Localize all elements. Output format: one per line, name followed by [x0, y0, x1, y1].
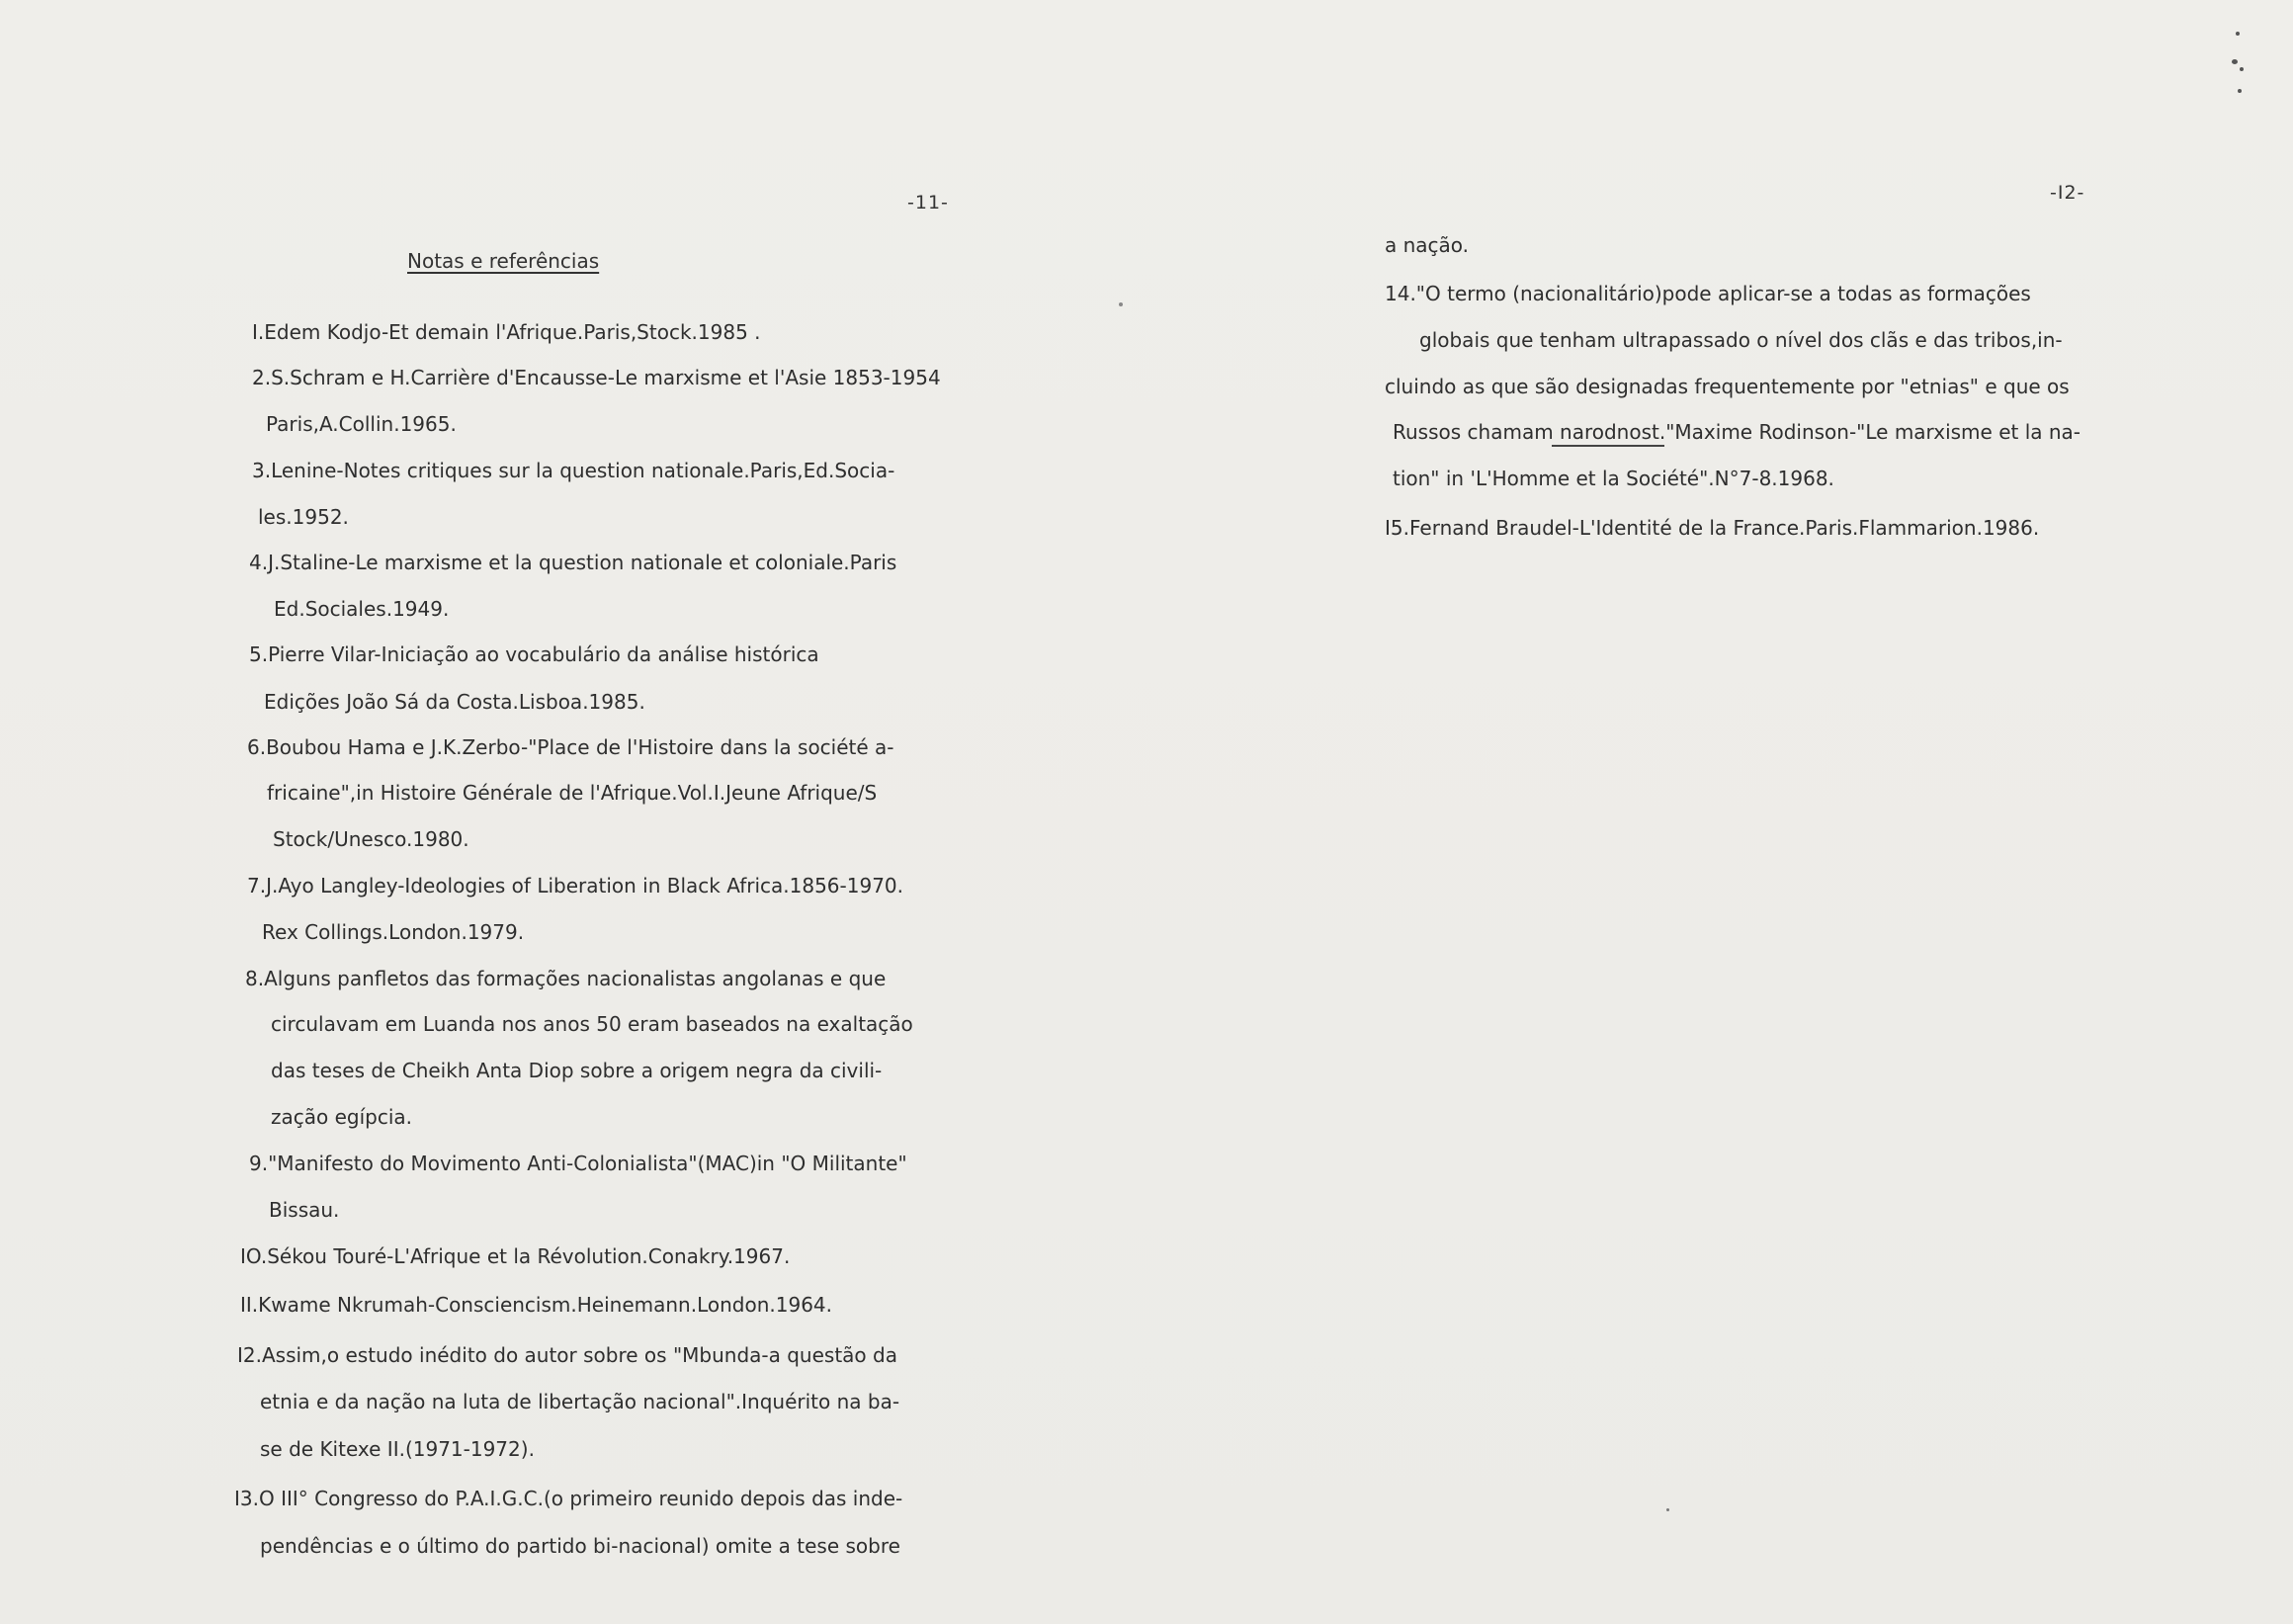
left-page-number: -11-	[907, 192, 949, 214]
note-line: circulavam em Luanda nos anos 50 eram baseados na exaltação	[271, 1012, 913, 1036]
note-line: tion" in 'L'Homme et la Société".N°7-8.1968.	[1393, 467, 1834, 490]
note-line: Rex Collings.London.1979.	[262, 920, 525, 944]
scan-speck	[1119, 302, 1123, 306]
note-line: Bissau.	[269, 1198, 340, 1222]
note-line: Stock/Unesco.1980.	[273, 827, 469, 851]
note-line: das teses de Cheikh Anta Diop sobre a origem negra da civili-	[271, 1059, 883, 1082]
note-line: pendências e o último do partido bi-nacional) omite a tese sobre	[260, 1534, 900, 1558]
note-line: Russos chamam narodnost."Maxime Rodinson-"Le marxisme et la na-	[1393, 420, 2081, 444]
note-line: 5.Pierre Vilar-Iniciação ao vocabulário da análise histórica	[249, 642, 819, 666]
note-line: se de Kitexe II.(1971-1972).	[260, 1437, 535, 1461]
scan-speck	[2238, 89, 2242, 93]
note-line: les.1952.	[258, 505, 349, 529]
note-line: 6.Boubou Hama e J.K.Zerbo-"Place de l'Histoire dans la société a-	[247, 735, 894, 759]
note-line: IO.Sékou Touré-L'Afrique et la Révolution.Conakry.1967.	[240, 1244, 791, 1268]
note-line: zação egípcia.	[271, 1105, 413, 1129]
note-line: 7.J.Ayo Langley-Ideologies of Liberation in Black Africa.1856-1970.	[247, 874, 903, 897]
note-line: Edições João Sá da Costa.Lisboa.1985.	[264, 690, 645, 714]
scan-speck	[1666, 1508, 1669, 1511]
right-page-number: -I2-	[2050, 182, 2085, 204]
note-line: globais que tenham ultrapassado o nível dos clãs e das tribos,in-	[1419, 328, 2063, 352]
note-line: Paris,A.Collin.1965.	[266, 412, 457, 436]
notes-heading: Notas e referências	[407, 249, 600, 273]
scan-speck	[2240, 67, 2244, 71]
note-line: I5.Fernand Braudel-L'Identité de la France.Paris.Flammarion.1986.	[1385, 516, 2040, 540]
note-line: 4.J.Staline-Le marxisme et la question nationale et coloniale.Paris	[249, 551, 897, 574]
note-line: I3.O III° Congresso do P.A.I.G.C.(o primeiro reunido depois das inde-	[234, 1487, 903, 1510]
scan-speck	[2232, 59, 2238, 64]
scan-speck	[2236, 32, 2240, 36]
note-line: I2.Assim,o estudo inédito do autor sobre os "Mbunda-a questão da	[237, 1343, 897, 1367]
note-line: Ed.Sociales.1949.	[274, 597, 450, 621]
note-line: fricaine",in Histoire Générale de l'Afrique.Vol.I.Jeune Afrique/S	[267, 781, 878, 805]
note-line: cluindo as que são designadas frequentemente por "etnias" e que os	[1385, 375, 2070, 398]
note-line: 14."O termo (nacionalitário)pode aplicar-se a todas as formações	[1385, 282, 2031, 305]
underline-mark	[1552, 445, 1664, 447]
note-line: I.Edem Kodjo-Et demain l'Afrique.Paris,Stock.1985 .	[252, 320, 761, 344]
note-line: 8.Alguns panfletos das formações nacionalistas angolanas e que	[245, 967, 887, 990]
note-line: 2.S.Schram e H.Carrière d'Encausse-Le marxisme et l'Asie 1853-1954	[252, 366, 941, 389]
note-line: 9."Manifesto do Movimento Anti-Colonialista"(MAC)in "O Militante"	[249, 1152, 907, 1175]
note-line: a nação.	[1385, 233, 1470, 257]
note-line: II.Kwame Nkrumah-Consciencism.Heinemann.London.1964.	[240, 1293, 832, 1317]
note-line: 3.Lenine-Notes critiques sur la question nationale.Paris,Ed.Socia-	[252, 459, 895, 482]
note-line: etnia e da nação na luta de libertação nacional".Inquérito na ba-	[260, 1390, 900, 1413]
